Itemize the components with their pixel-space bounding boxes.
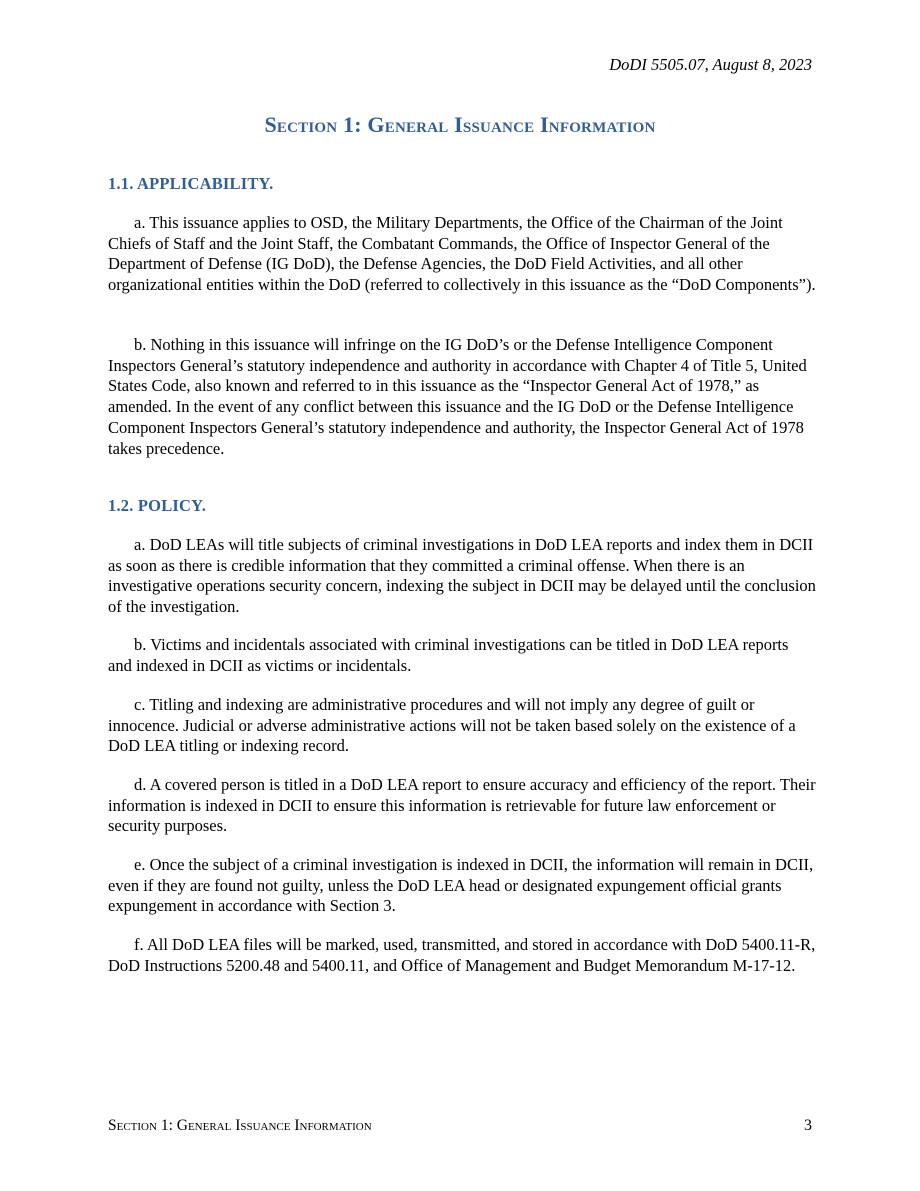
applicability-paragraph-a-text: a. This issuance applies to OSD, the Military Departments, the Office of the Chairman of the Joint Chiefs of Staff and the Joint Staff, the Combatant Commands, the Office of Inspector General of the Department of Defense (IG DoD), the Defense Agencies, the DoD Field Activities, and all other organizational entities within the DoD (referred to collectively in this issuance as the “DoD Components”). bbox=[108, 213, 816, 295]
policy-paragraph-d-text: d. A covered person is titled in a DoD LEA report to ensure accuracy and efficiency of the report. Their information is indexed in DCII to ensure this information is retrievable for future law enforcement or security purposes. bbox=[108, 775, 816, 836]
page-number: 3 bbox=[804, 1117, 812, 1134]
policy-paragraph-a-text: a. DoD LEAs will title subjects of criminal investigations in DoD LEA reports and index them in DCII as soon as there is credible information that they committed a criminal offense. When there is an investigative operations security concern, indexing the subject in DCII may be delayed until the conclusion of the investigation. bbox=[108, 535, 816, 617]
policy-paragraph-c bbox=[108, 695, 816, 757]
policy-paragraph-e-text: e. Once the subject of a criminal investigation is indexed in DCII, the information will remain in DCII, even if they are found not guilty, unless the DoD LEA head or designated expungement official grants expungement in accordance with Section 3. bbox=[108, 855, 814, 916]
section-title: Section 1: General Issuance Information bbox=[264, 112, 656, 137]
applicability-paragraph-b-text: b. Nothing in this issuance will infringe on the IG DoD’s or the Defense Intelligence Component Inspectors General’s statutory independence and authority in accordance with Chapter 4 of Title 5, United States Code, also known and referred to in this issuance as the “Inspector General Act of 1978,” as amended. In the event of any conflict between this issuance and the IG DoD or the Defense Intelligence Component Inspectors General’s statutory independence and authority, the Inspector General Act of 1978 takes precedence. bbox=[108, 335, 807, 458]
applicability-heading: 1.1. APPLICABILITY. bbox=[108, 174, 274, 193]
policy-paragraph-e bbox=[108, 855, 816, 917]
applicability-paragraph-a bbox=[108, 213, 816, 296]
policy-paragraph-b bbox=[108, 635, 816, 676]
footer-section-label: Section 1: General Issuance Information bbox=[108, 1117, 372, 1134]
policy-paragraph-c-text: c. Titling and indexing are administrative procedures and will not imply any degree of guilt or innocence. Judicial or adverse administrative actions will not be taken based solely on the existence of a DoD LEA titling or indexing record. bbox=[108, 695, 796, 756]
policy-paragraph-f bbox=[108, 935, 816, 976]
policy-paragraph-a bbox=[108, 535, 816, 618]
policy-paragraph-f-text: f. All DoD LEA files will be marked, used, transmitted, and stored in accordance with DoD 5400.11-R, DoD Instructions 5200.48 and 5400.11, and Office of Management and Budget Memorandum M-17-12. bbox=[108, 935, 816, 975]
policy-paragraph-d bbox=[108, 775, 816, 837]
policy-heading: 1.2. POLICY. bbox=[108, 496, 207, 515]
policy-paragraph-b-text: b. Victims and incidentals associated with criminal investigations can be titled in DoD LEA reports and indexed in DCII as victims or incidentals. bbox=[108, 635, 789, 675]
applicability-paragraph-b bbox=[108, 335, 816, 459]
document-id-header: DoDI 5505.07, August 8, 2023 bbox=[609, 55, 812, 74]
